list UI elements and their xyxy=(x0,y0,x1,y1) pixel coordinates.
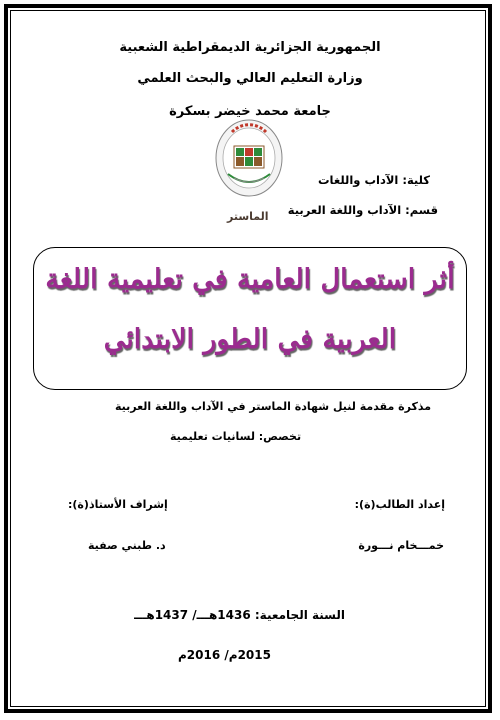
ministry-heading: وزارة التعليم العالي والبحث العلمي xyxy=(137,71,363,86)
prepared-by-label: إعداد الطالب(ة): xyxy=(354,498,445,511)
faculty-label: كلية: الآداب واللغات xyxy=(317,173,430,187)
university-logo-icon xyxy=(214,118,284,198)
supervisor-name: د. طبني صفية xyxy=(88,539,166,552)
memo-description: مذكرة مقدمة لنيل شهادة الماستر في الآداب واللغة العربية xyxy=(114,400,431,413)
republic-heading: الجمهورية الجزائرية الديمقراطية الشعبية xyxy=(119,40,381,55)
title-line-1: أثر استعمال العامية في تعليمية اللغة xyxy=(45,264,455,295)
supervisor-label: إشراف الأستاذ(ة): xyxy=(68,498,168,511)
university-heading: جامعة محمد خيضر بسكرة xyxy=(169,104,331,119)
academic-year-gregorian: 2015م/ 2016م xyxy=(178,648,271,662)
student-name: خمـــخام نـــورة xyxy=(358,539,444,552)
specialty-label: تخصص: لسانيات تعليمية xyxy=(170,430,302,443)
academic-year-hijri: السنة الجامعية: 1436هـــ/ 1437هـــ xyxy=(134,608,345,622)
reference-label: الماستر xyxy=(227,210,269,223)
title-line-2: العربية في الطور الابتدائي xyxy=(103,324,397,355)
department-label: قسم: الآداب واللغة العربية xyxy=(287,203,438,217)
